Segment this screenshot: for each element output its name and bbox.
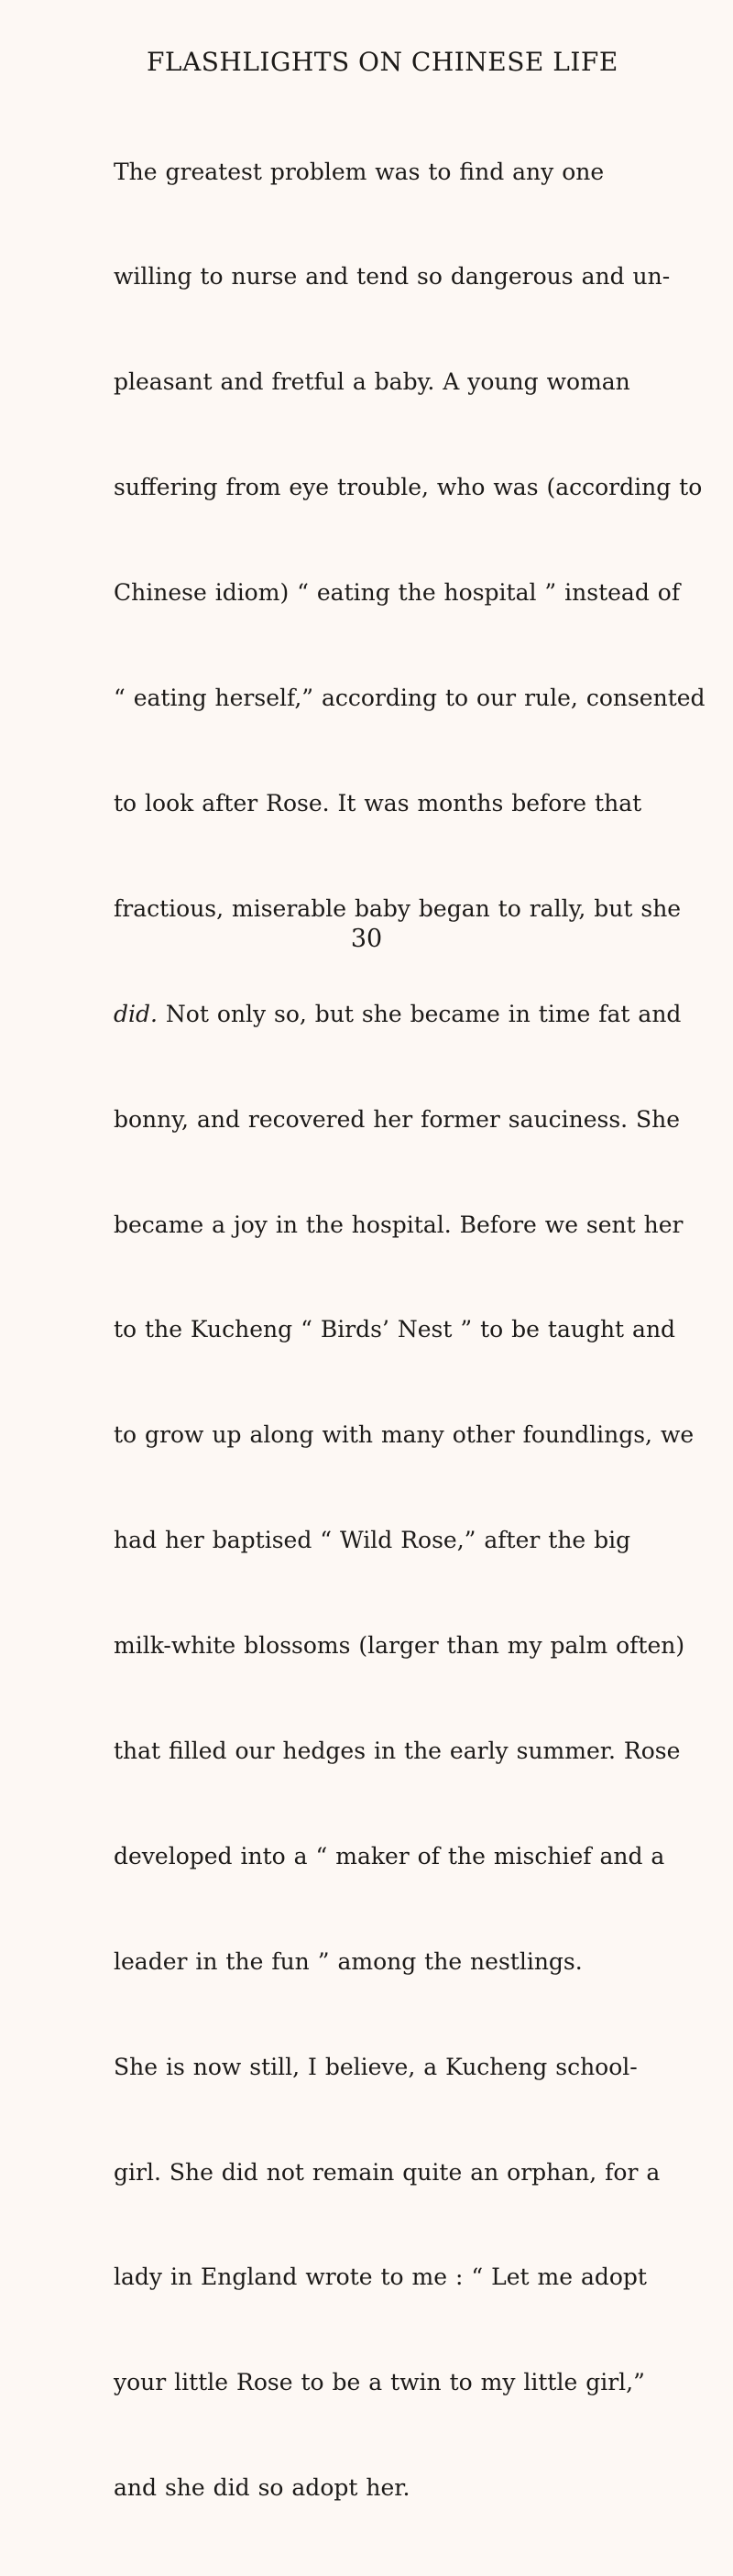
text-line: and she did so adopt her. — [114, 2474, 410, 2502]
text-line: developed into a “ maker of the mischief and a — [114, 1842, 665, 1869]
text-line: pleasant and fretful a baby. A young woman — [114, 368, 630, 396]
text-line: to grow up along with many other foundlings, we — [114, 1421, 695, 1449]
text-line: bonny, and recovered her former sauciness. She — [114, 1105, 681, 1133]
text-line: fractious, miserable baby began to rally, but she — [114, 894, 682, 922]
text-line: leader in the fun ” among the nestlings. — [114, 1947, 583, 1975]
page-number: 30 — [350, 925, 383, 953]
text-line: had her baptised “ Wild Rose,” after the big — [114, 1527, 631, 1554]
text-line: suffering from eye trouble, who was (according to — [114, 474, 703, 501]
italic-word: did. — [114, 1000, 158, 1027]
text-line: that filled our hedges in the early summer. Rose — [114, 1737, 681, 1764]
text-line-with-italic — [114, 997, 682, 1032]
text-line: The greatest problem was to find any one — [114, 158, 605, 185]
text-line: lady in England wrote to me : “ Let me adopt — [114, 2264, 647, 2291]
text-line: to look after Rose. It was months before that — [114, 789, 642, 817]
text-line: to the Kucheng “ Birds’ Nest ” to be taught and — [114, 1316, 676, 1343]
running-head: FLASHLIGHTS ON CHINESE LIFE — [147, 47, 618, 77]
text-line: your little Rose to be a twin to my little girl,” — [114, 2369, 645, 2396]
text-line: “ eating herself,” according to our rule, consented — [114, 685, 706, 712]
body-text — [114, 84, 706, 2576]
text-line: She is now still, I believe, a Kucheng school- — [114, 2053, 638, 2080]
text-line: milk-white blossoms (larger than my palm often) — [114, 1632, 685, 1660]
text-line: Chinese idiom) “ eating the hospital ” instead of — [114, 579, 681, 607]
text-line: willing to nurse and tend so dangerous and un- — [114, 263, 671, 290]
text-line: became a joy in the hospital. Before we sent her — [114, 1211, 684, 1238]
text-line-rest: Not only so, but she became in time fat and — [157, 1000, 682, 1027]
text-line: girl. She did not remain quite an orphan, for a — [114, 2158, 661, 2186]
